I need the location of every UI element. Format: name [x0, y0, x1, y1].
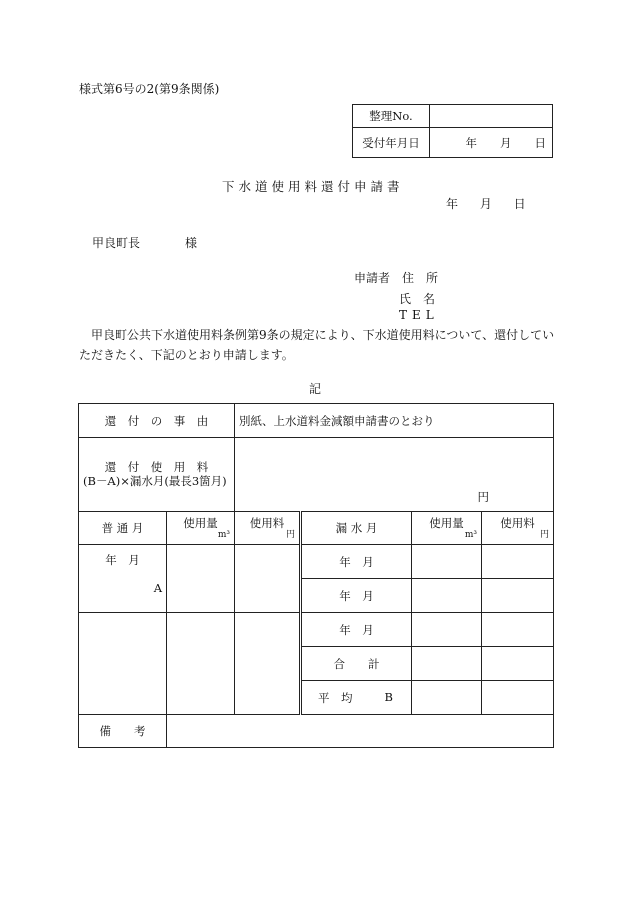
- b-marker: B: [384, 689, 393, 704]
- header-leak-fee: 使用料 円: [482, 512, 554, 545]
- header-normal-fee: 使用料 円: [235, 512, 301, 545]
- body-paragraph: 甲良町公共下水道使用料条例第9条の規定により、下水道使用料について、還付していただきたく、下記のとおり申請します。: [79, 328, 555, 362]
- remarks-label: 備 考: [79, 715, 167, 748]
- reason-value[interactable]: 別紙、上水道料金減額申請書のとおり: [235, 404, 554, 438]
- normal-usage-cell[interactable]: [167, 545, 235, 613]
- applicant-tel-label: TEL: [399, 308, 439, 322]
- reference-box: [352, 104, 553, 158]
- addressee: 甲良町長: [92, 236, 141, 250]
- a-marker: A: [153, 581, 162, 595]
- remarks-field[interactable]: [167, 715, 554, 748]
- normal-extra-fee-cell[interactable]: [235, 613, 301, 715]
- document-title: 下水道使用料還付申請書: [222, 179, 404, 194]
- reference-number-label: 整理No.: [353, 105, 430, 128]
- header-leak-usage: 使用量 m³: [412, 512, 482, 545]
- normal-fee-cell[interactable]: [235, 545, 301, 613]
- normal-extra-cell[interactable]: [79, 613, 167, 715]
- average-usage[interactable]: [412, 681, 482, 715]
- leak-fee-3[interactable]: [482, 613, 554, 647]
- total-fee[interactable]: [482, 647, 554, 681]
- ki-heading: 記: [309, 382, 322, 396]
- leak-usage-2[interactable]: [412, 579, 482, 613]
- form-reference: 様式第6号の2(第9条関係): [79, 82, 220, 96]
- total-usage[interactable]: [412, 647, 482, 681]
- leak-month-2[interactable]: 年 月: [301, 579, 412, 613]
- normal-extra-usage-cell[interactable]: [167, 613, 235, 715]
- reference-number-field[interactable]: [430, 105, 553, 128]
- leak-fee-2[interactable]: [482, 579, 554, 613]
- reason-label: 還 付 の 事 由: [79, 404, 235, 438]
- applicant-name-label: 氏 名: [399, 292, 436, 306]
- total-label: 合 計: [301, 647, 412, 681]
- header-leak-month: 漏 水 月: [301, 512, 412, 545]
- refund-amount-field[interactable]: [235, 438, 554, 512]
- application-date[interactable]: 年 月 日: [446, 197, 526, 211]
- applicant-address-label: 申請者 住 所: [354, 271, 439, 285]
- leak-month-3[interactable]: 年 月: [301, 613, 412, 647]
- average-fee[interactable]: [482, 681, 554, 715]
- average-label: 平 均 B: [301, 681, 412, 715]
- leak-month-1[interactable]: 年 月: [301, 545, 412, 579]
- normal-month-cell[interactable]: 年 月 A: [79, 545, 167, 613]
- received-date-label: 受付年月日: [353, 128, 430, 158]
- addressee-honorific: 様: [185, 236, 198, 250]
- leak-fee-1[interactable]: [482, 545, 554, 579]
- refund-amount-label: 還 付 使 用 料 (B－A)×漏水月(最長3箇月): [79, 438, 235, 512]
- leak-usage-1[interactable]: [412, 545, 482, 579]
- leak-usage-3[interactable]: [412, 613, 482, 647]
- header-normal-usage: 使用量 m³: [167, 512, 235, 545]
- received-date-field[interactable]: 年 月 日: [430, 128, 553, 158]
- refund-table: [78, 403, 554, 748]
- yen-unit: 円: [477, 490, 489, 504]
- header-normal-month: 普 通 月: [79, 512, 167, 545]
